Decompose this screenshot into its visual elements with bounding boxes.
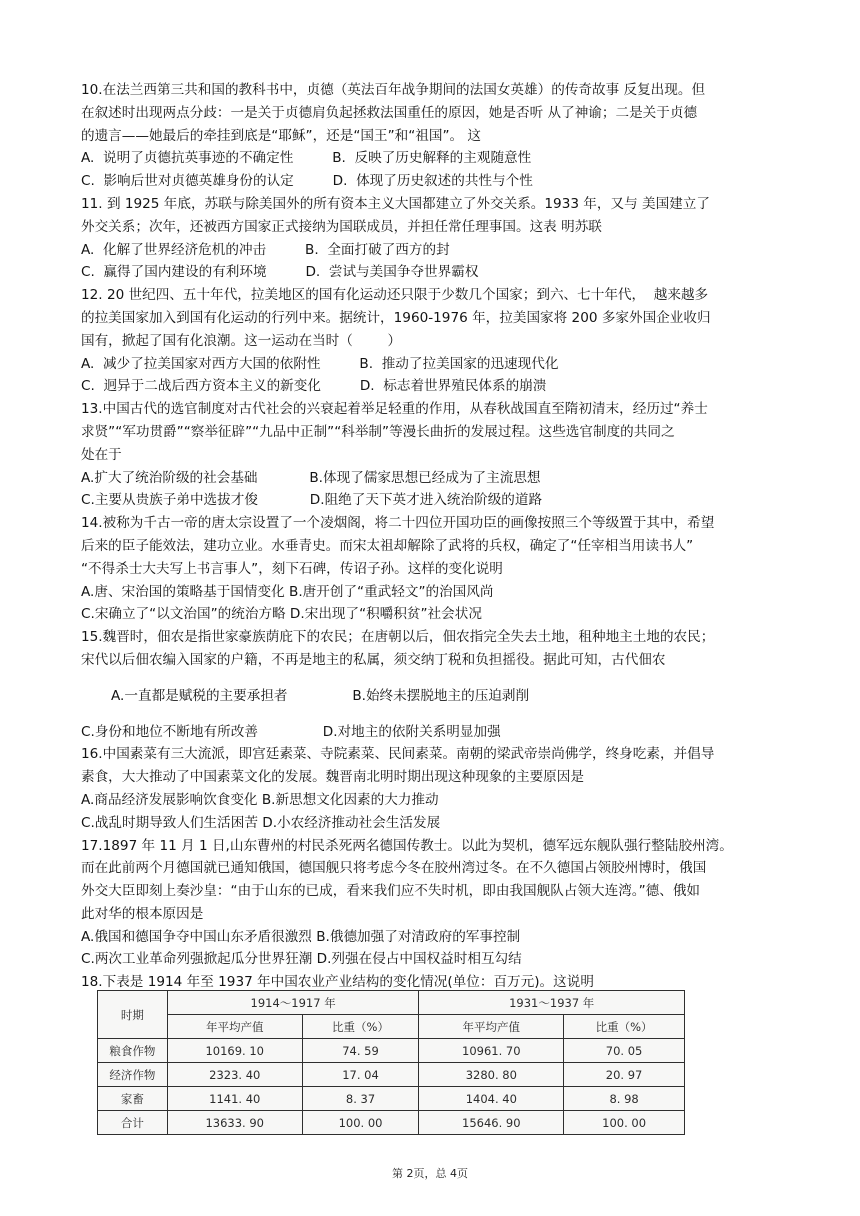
question-17 [81,835,781,972]
page-footer: 第 2页，总 4页 [392,1167,468,1180]
period-2-header: 1931～1937 年 [419,991,685,1015]
question-13 [81,398,781,512]
question-text-line: 素食，大大推动了中国素菜文化的发展。魏晋南北明时期出现这种现象的主要原因是 [81,769,584,786]
row-name: 粮食作物 [98,1039,168,1063]
row-name: 经济作物 [98,1063,168,1087]
cell-value: 13633. 90 [167,1111,302,1135]
answer-option-line: C. 赢得了国内建设的有利环境 D. 尝试与美国争夺世界霸权 [81,264,479,281]
answer-option-line: C. 影响后世对贞德英雄身份的认定 D. 体现了历史叙述的共性与个性 [81,173,533,190]
question-11 [81,193,781,284]
answer-option-line: C. 迥异于二战后西方资本主义的新变化 D. 标志着世界殖民体系的崩溃 [81,378,547,395]
table-subheader-row [98,1015,685,1039]
cell-value: 1141. 40 [167,1087,302,1111]
answer-option-line: C.两次工业革命列强掀起瓜分世界狂潮 D.列强在侵占中国权益时相互勾结 [81,951,522,968]
question-text-line: 的遗言——她最后的牵挂到底是“耶稣”，还是“国王”和“祖国”。 这 [81,127,482,144]
cell-share: 8. 98 [564,1087,685,1111]
cell-share: 100. 00 [302,1111,419,1135]
answer-option-line: A. 化解了世界经济危机的冲击 B. 全面打破了西方的封 [81,241,450,258]
question-list [81,79,781,994]
row-name: 合计 [98,1111,168,1135]
question-text-line: 外交大臣即刻上奏沙皇：“由于山东的已成，看来我们应不失时机，即由我国舰队占领大连湾。”德、俄如 [81,883,701,900]
cell-share: 20. 97 [564,1063,685,1087]
cell-value: 10961. 70 [419,1039,564,1063]
answer-option-line: A.唐、宋治国的策略基于国情变化 B.唐开创了“重武轻文”的治国风尚 [81,583,494,600]
answer-option-line: C.战乱时期导致人们生活困苦 D.小农经济推动社会生活发展 [81,814,441,831]
answer-option-line: A.扩大了统治阶级的社会基础 B.体现了儒家思想已经成为了主流思想 [81,469,541,486]
question-text-line: “不得杀士大夫写上书言事人”，刻下石碑，传诏子孙。这样的变化说明 [81,560,503,577]
answer-option-line: C.主要从贵族子弟中选拔才俊 D.阻绝了天下英才进入统治阶级的道路 [81,492,543,509]
question-text-line: 外交关系；次年，还被西方国家正式接纳为国联成员，并担任常任理事国。这表 明苏联 [81,218,602,235]
question-10 [81,79,781,193]
question-text-line: 13.中国古代的选官制度对古代社会的兴衰起着举足轻重的作用，从春秋战国直至隋初清末，经历过“养士 [81,401,708,418]
row-name: 家畜 [98,1087,168,1111]
question-text-line: 12. 20 世纪四、五十年代，拉美地区的国有化运动还只限于少数几个国家；到六、七十年代， 越来越多 [81,287,709,304]
question-16 [81,743,781,834]
question-text-line: 17.1897 年 11 月 1 日,山东曹州的村民杀死两名德国传教士。以此为契机，德军远东舰队强行整陆胶州湾。 [81,837,733,854]
question-text-line: 10.在法兰西第三共和国的教科书中，贞德（英法百年战争期间的法国女英雄）的传奇故事 反复出现。但 [81,82,706,98]
answer-option-line: A. 减少了拉美国家对西方大国的依附性 B. 推动了拉美国家的迅速现代化 [81,355,559,372]
agriculture-table [97,990,685,1135]
value-header-1: 年平均产值 [167,1015,302,1039]
answer-option-line: A.商品经济发展影响饮食变化 B.新思想文化因素的大力推动 [81,791,439,808]
question-text-line: 处在于 [81,446,122,463]
cell-share: 74. 59 [302,1039,419,1063]
cell-share: 70. 05 [564,1039,685,1063]
answer-option-line: A. 说明了贞德抗英事迹的不确定性 B. 反映了历史解释的主观随意性 [81,150,532,167]
answer-option-line: C.宋确立了“以文治国”的统治方略 D.宋出现了“积嚼积贫”社会状况 [81,606,482,623]
question-text-line: 后来的臣子能效法，建功立业。水垂青史。而宋太祖却解除了武将的兵权，确定了“任宰相当用读书人” [81,537,694,554]
question-text-line: 11. 到 1925 年底，苏联与除美国外的所有资本主义大国都建立了外交关系。1933 年，又与 美国建立了 [81,195,710,212]
question-14 [81,512,781,626]
answer-option-line: A.一直都是赋税的主要承担者 B.始终未摆脱地主的压迫剥削 [111,687,530,704]
cell-value: 10169. 10 [167,1039,302,1063]
cell-value: 3280. 80 [419,1063,564,1087]
share-header-1: 比重（%） [302,1015,419,1039]
question-15 [81,626,781,743]
question-text-line: 宋代以后佃农编入国家的户籍，不再是地主的私属，须交纳丁税和负担摇役。据此可知，古代佃农 [81,651,666,668]
question-text-line: 15.魏晋时，佃农是指世家豪族荫庇下的农民；在唐朝以后，佃农指完全失去土地，租种地主土地的农民； [81,629,715,646]
period-header: 时期 [98,991,168,1039]
cell-share: 8. 37 [302,1087,419,1111]
question-text-line: 18.下表是 1914 年至 1937 年中国农业产业结构的变化情况(单位：百万元)。这说明 [81,974,594,991]
question-text-line: 此对华的根本原因是 [81,905,204,922]
table-header-row [98,991,685,1015]
cell-value: 2323. 40 [167,1063,302,1087]
cell-value: 15646. 90 [419,1111,564,1135]
question-text-line: 的拉美国家加入到国有化运动的行列中来。据统计，1960-1976 年，拉美国家将 200 多家外国企业收归 [81,309,711,326]
question-text-line: 16.中国素菜有三大流派，即宫廷素菜、寺院素菜、民间素菜。南朝的梁武帝崇尚佛学，终身吃素，并倡导 [81,746,715,763]
question-12 [81,284,781,398]
table-row [98,1111,685,1135]
question-text-line: 在叙述时出现两点分歧：一是关于贞德肩负起拯救法国重任的原因，她是否听 从了神谕；二是关于贞德 [81,104,698,121]
period-1-header: 1914～1917 年 [167,991,419,1015]
agriculture-table-wrapper [97,990,685,1135]
table-row [98,1087,685,1111]
cell-share: 17. 04 [302,1063,419,1087]
answer-option-line: A.俄国和德国争夺中国山东矛盾很激烈 B.俄德加强了对清政府的军事控制 [81,928,521,945]
answer-option-line: C.身份和地位不断地有所改善 D.对地主的依附关系明显加强 [81,723,501,740]
table-row [98,1039,685,1063]
value-header-2: 年平均产值 [419,1015,564,1039]
table-row [98,1063,685,1087]
cell-value: 1404. 40 [419,1087,564,1111]
question-text-line: 而在此前两个月德国就已通知俄国，德国舰只将考虑今冬在胶州湾过冬。在不久德国占领胶州博时，俄国 [81,860,707,877]
share-header-2: 比重（%） [564,1015,685,1039]
question-text-line: 14.被称为千古一帝的唐太宗设置了一个凌烟阁，将二十四位开国功臣的画像按照三个等级置于其中，希望 [81,515,715,532]
question-text-line: 国有，掀起了国有化浪潮。这一运动在当时（ ） [81,332,402,349]
cell-share: 100. 00 [564,1111,685,1135]
question-text-line: 求贤”“军功贯爵”“察举征辟”“九品中正制”“科举制”等漫长曲折的发展过程。这些选官制度的共同之 [81,423,675,440]
